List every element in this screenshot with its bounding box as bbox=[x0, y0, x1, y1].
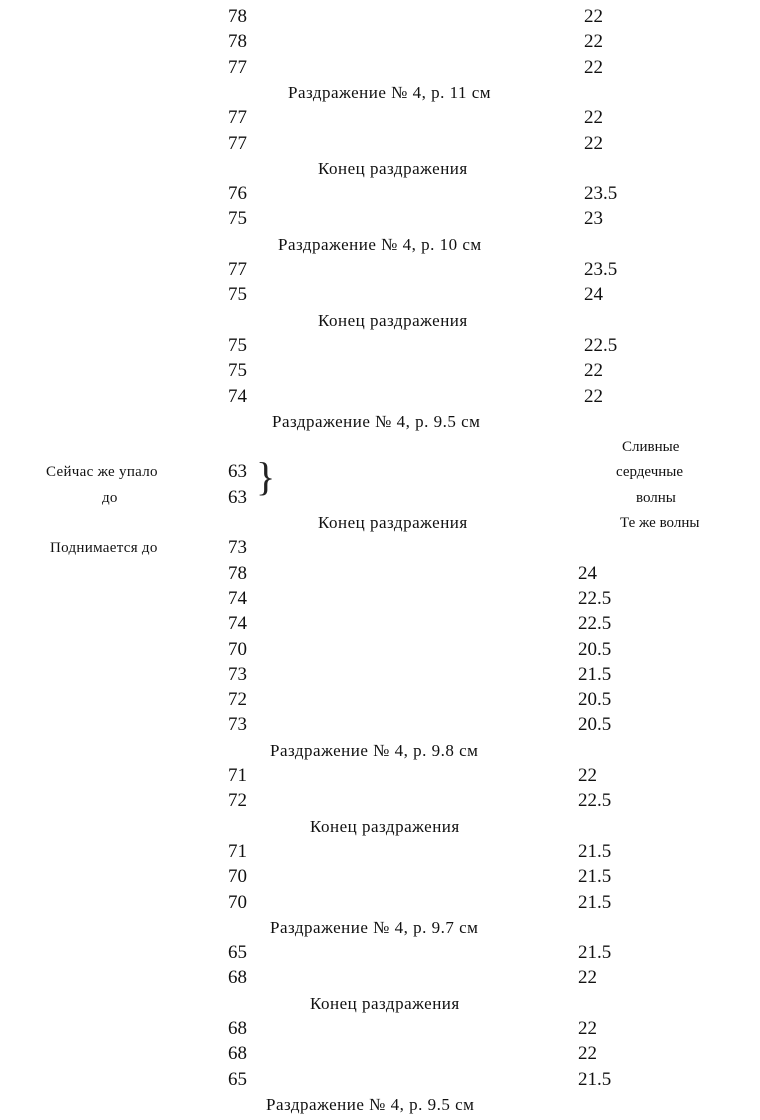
data-row bbox=[0, 6, 760, 32]
data-row bbox=[0, 284, 760, 310]
waves-note: Сливные bbox=[622, 439, 680, 456]
data-row bbox=[0, 942, 760, 968]
section-line bbox=[0, 740, 760, 766]
section-heading: Конец раздражения bbox=[318, 158, 468, 178]
value-col-1: 68 bbox=[228, 1018, 247, 1039]
value-col-2: 22 bbox=[578, 1043, 597, 1065]
note-line bbox=[0, 436, 760, 462]
data-row bbox=[0, 790, 760, 816]
value-col-2: 22 bbox=[584, 56, 603, 78]
value-col-2: 21.5 bbox=[578, 866, 612, 888]
section-heading: Конец раздражения bbox=[318, 513, 468, 532]
data-row bbox=[0, 967, 760, 993]
value-col-1: 72 bbox=[228, 689, 247, 711]
value-col-2: 21.5 bbox=[578, 1068, 612, 1090]
value-col-1: 65 bbox=[228, 1068, 247, 1090]
value-col-2: 22.5 bbox=[584, 334, 618, 356]
data-row bbox=[0, 689, 760, 715]
value-col-2: 22.5 bbox=[578, 587, 612, 609]
value-col-1: 75 bbox=[228, 208, 247, 230]
section-heading: Конец раздражения bbox=[310, 816, 460, 836]
value-col-1: 73 bbox=[228, 663, 247, 685]
data-row bbox=[0, 714, 760, 740]
value-col-2: 21.5 bbox=[578, 891, 612, 913]
data-row bbox=[0, 31, 760, 57]
value-col-2: 21.5 bbox=[578, 663, 612, 685]
value-col-2: 22 bbox=[584, 6, 603, 27]
section-line bbox=[0, 917, 760, 943]
data-row bbox=[0, 107, 760, 133]
data-row bbox=[0, 664, 760, 690]
value-col-1: 75 bbox=[228, 284, 247, 306]
value-col-2: 20.5 bbox=[578, 689, 612, 711]
value-col-1: 70 bbox=[228, 866, 247, 888]
section-line bbox=[0, 234, 760, 260]
section-line bbox=[0, 158, 760, 184]
value-col-1: 68 bbox=[228, 967, 247, 989]
section-heading: Раздражение № 4, р. 9.8 см bbox=[270, 740, 479, 760]
section-heading: Раздражение № 4, р. 9.5 см bbox=[266, 1094, 475, 1114]
waves-note: Те же волны bbox=[620, 515, 700, 531]
side-annotation: Сейчас же упало bbox=[46, 464, 158, 481]
section-heading: Раздражение № 4, р. 9.7 см bbox=[270, 917, 479, 937]
value-col-2: 22 bbox=[584, 132, 603, 154]
data-row bbox=[0, 133, 760, 159]
data-row bbox=[0, 841, 760, 867]
value-col-1: 78 bbox=[228, 562, 247, 584]
side-annotation: Поднимается до bbox=[50, 540, 158, 557]
section-line bbox=[0, 816, 760, 842]
value-col-2: 22 bbox=[584, 385, 603, 407]
section-line bbox=[0, 310, 760, 336]
section-heading: Конец раздражения bbox=[318, 310, 468, 330]
data-row bbox=[0, 360, 760, 386]
value-col-1: 74 bbox=[228, 613, 247, 635]
value-col-1: 71 bbox=[228, 765, 247, 786]
value-col-1: 77 bbox=[228, 132, 247, 154]
data-row bbox=[0, 1043, 760, 1069]
section-heading: Раздражение № 4, р. 10 см bbox=[278, 234, 482, 254]
data-row bbox=[0, 1018, 760, 1044]
data-row bbox=[0, 461, 760, 487]
data-row bbox=[0, 208, 760, 234]
section-line bbox=[0, 411, 760, 437]
data-row bbox=[0, 613, 760, 639]
value-col-1: 65 bbox=[228, 942, 247, 964]
section-line bbox=[0, 993, 760, 1019]
value-col-1: 68 bbox=[228, 1043, 247, 1065]
value-col-1: 70 bbox=[228, 638, 247, 660]
value-col-1: 74 bbox=[228, 385, 247, 407]
value-col-2: 24 bbox=[578, 562, 597, 584]
data-row bbox=[0, 259, 760, 285]
value-col-1: 75 bbox=[228, 334, 247, 356]
data-row bbox=[0, 57, 760, 83]
brace-mark: } bbox=[256, 454, 276, 500]
data-row bbox=[0, 183, 760, 209]
value-col-1: 73 bbox=[228, 537, 247, 559]
value-col-2: 20.5 bbox=[578, 638, 612, 660]
section-line bbox=[0, 512, 760, 538]
value-col-1: 77 bbox=[228, 259, 247, 280]
section-heading: Раздражение № 4, р. 9.5 см bbox=[272, 411, 481, 431]
value-col-2: 23 bbox=[584, 208, 603, 230]
data-row bbox=[0, 487, 760, 513]
data-row bbox=[0, 639, 760, 665]
value-col-1: 78 bbox=[228, 31, 247, 53]
value-col-1: 77 bbox=[228, 107, 247, 129]
section-line bbox=[0, 82, 760, 108]
value-col-2: 22 bbox=[578, 765, 597, 786]
data-row bbox=[0, 588, 760, 614]
data-row bbox=[0, 765, 760, 791]
data-row bbox=[0, 537, 760, 563]
value-col-2: 22 bbox=[584, 360, 603, 382]
waves-note: сердечные bbox=[616, 464, 684, 481]
value-col-2: 21.5 bbox=[578, 840, 612, 862]
waves-note: волны bbox=[636, 489, 676, 506]
side-annotation: до bbox=[102, 489, 118, 506]
value-col-2: 23.5 bbox=[584, 259, 618, 280]
value-col-2: 23.5 bbox=[584, 183, 618, 205]
value-col-2: 22 bbox=[584, 31, 603, 53]
value-col-2: 22.5 bbox=[578, 613, 612, 635]
value-col-1: 77 bbox=[228, 56, 247, 78]
section-heading: Раздражение № 4, р. 11 см bbox=[288, 82, 492, 102]
value-col-1: 74 bbox=[228, 587, 247, 609]
value-col-1: 72 bbox=[228, 790, 247, 812]
data-row bbox=[0, 563, 760, 589]
data-row bbox=[0, 1069, 760, 1095]
value-col-2: 22 bbox=[578, 967, 597, 989]
value-col-2: 22 bbox=[578, 1018, 597, 1039]
data-row bbox=[0, 866, 760, 892]
value-col-2: 20.5 bbox=[578, 714, 612, 736]
value-col-2: 22 bbox=[584, 107, 603, 129]
value-col-1: 71 bbox=[228, 840, 247, 862]
value-col-1: 63 bbox=[228, 486, 247, 508]
value-col-1: 78 bbox=[228, 6, 247, 27]
value-col-2: 21.5 bbox=[578, 942, 612, 964]
value-col-1: 63 bbox=[228, 461, 247, 483]
value-col-2: 22.5 bbox=[578, 790, 612, 812]
section-heading: Конец раздражения bbox=[310, 993, 460, 1013]
data-row bbox=[0, 335, 760, 361]
value-col-1: 73 bbox=[228, 714, 247, 736]
value-col-1: 70 bbox=[228, 891, 247, 913]
value-col-1: 75 bbox=[228, 360, 247, 382]
value-col-2: 24 bbox=[584, 284, 603, 306]
data-row bbox=[0, 892, 760, 918]
data-row bbox=[0, 386, 760, 412]
value-col-1: 76 bbox=[228, 183, 247, 205]
